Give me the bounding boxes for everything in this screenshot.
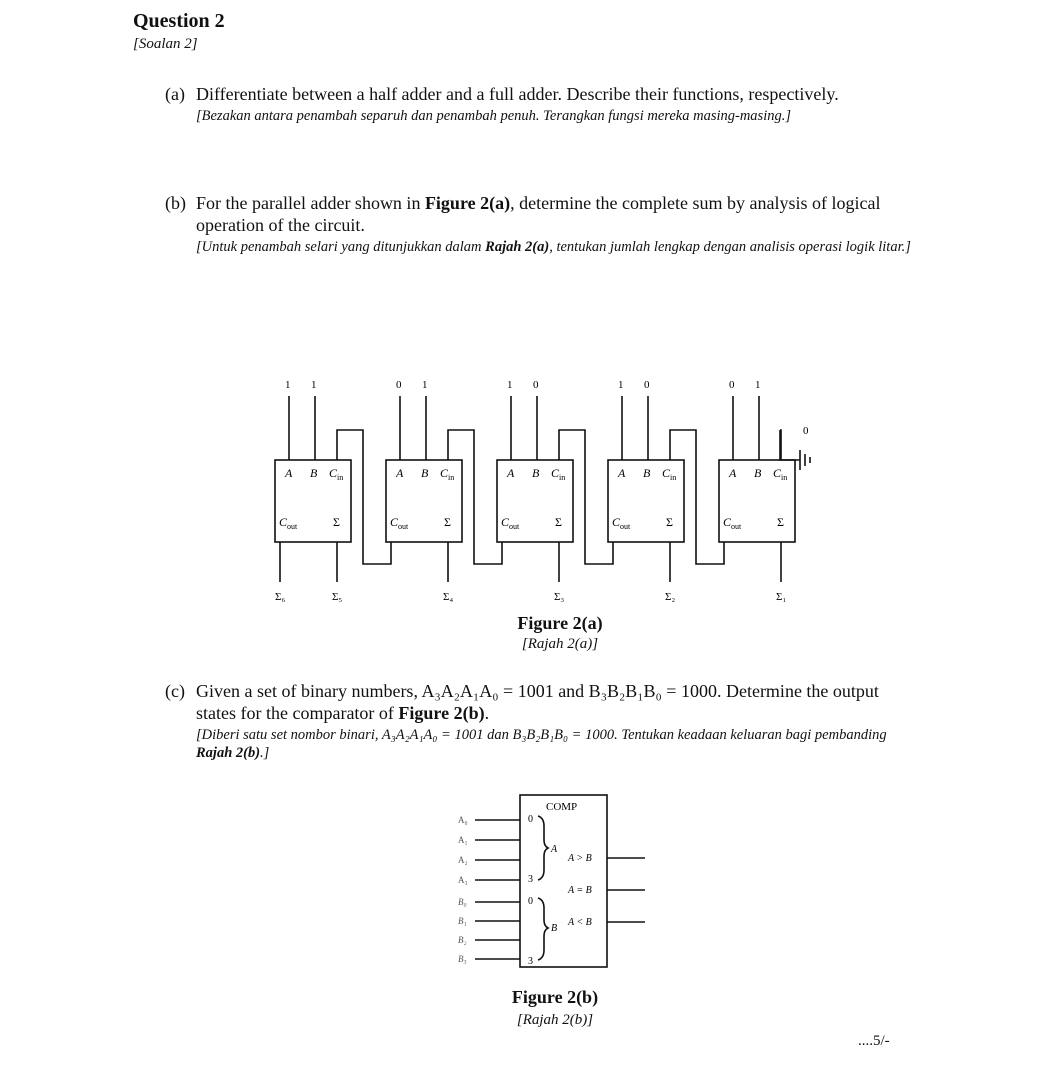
sum-output-1: Σ₅ [332, 591, 343, 603]
pin-cout-sub: out [398, 522, 409, 531]
pin-sum: Σ [777, 515, 784, 529]
comparator-output-label-1: A = B [568, 885, 592, 896]
group-a-label: A [551, 844, 558, 855]
pin-a: A [507, 466, 515, 480]
pin-cin: C [440, 466, 449, 480]
comparator-block [520, 795, 607, 967]
part-a-translation: [Bezakan antara penambah separuh dan penambah penuh. Terangkan fungsi mereka masing-masing.] [196, 108, 791, 124]
part-b-figure-ref: Figure 2(a) [424, 193, 511, 213]
part-c-figure-ref: Figure 2(b) [398, 703, 485, 723]
adder-2-input-a: 0 [396, 379, 402, 391]
figure-2a-caption-translation: [Rajah 2(a)] [521, 636, 599, 652]
pin-cin: C [773, 466, 782, 480]
question-title: Question 2 [133, 10, 225, 32]
comparator-input-b-1: B₁ [458, 916, 467, 926]
part-c-text-after: . [484, 703, 490, 723]
group-b-label: B [551, 923, 558, 934]
pin-cout: C [723, 515, 732, 529]
part-a-text: Differentiate between a half adder and a full adder. Describe their functions, respectively. [196, 84, 839, 104]
page-continuation-marker: ....5/- [858, 1033, 890, 1049]
pin-cout-sub: out [287, 522, 298, 531]
pin-a: A [618, 466, 626, 480]
pin-cout: C [390, 515, 399, 529]
pin-cout-sub: out [731, 522, 742, 531]
adder-5-input-a: 0 [729, 379, 735, 391]
comparator-input-a-2: A₂ [458, 855, 468, 865]
comparator-output-label-0: A > B [568, 853, 592, 864]
part-b-translation [196, 238, 916, 256]
part-b-translation-figure-ref: Rajah 2(a) [485, 239, 550, 255]
pin-cin-sub: in [337, 473, 344, 482]
adder-1-input-a: 1 [285, 379, 291, 391]
adder-2-input-b: 1 [422, 379, 428, 391]
question-title-translation: [Soalan 2] [133, 36, 198, 52]
part-b-text-after: , determine the complete sum by analysis of logical operation of the circuit. [196, 193, 881, 235]
range-b-start: 0 [528, 896, 533, 907]
comparator-input-a-1: A₁ [458, 835, 468, 845]
figure-2b-caption-translation: [Rajah 2(b)] [516, 1012, 594, 1028]
adder-1-input-b: 1 [311, 379, 317, 391]
pin-a: A [729, 466, 737, 480]
pin-cout-sub: out [509, 522, 520, 531]
sum-output-2: Σ₄ [443, 591, 454, 603]
comparator-input-b-3: B₃ [458, 954, 467, 964]
pin-cout-sub: out [620, 522, 631, 531]
comparator-input-a-0: A₀ [458, 815, 468, 825]
pin-a: A [396, 466, 404, 480]
adder-4-input-b: 0 [644, 379, 650, 391]
comparator-input-b-2: B₂ [458, 935, 467, 945]
figure-2b-caption: Figure 2(b) [511, 987, 599, 1007]
pin-cout: C [501, 515, 510, 529]
pin-a: A [285, 466, 293, 480]
part-b-translation-after: , tentukan jumlah lengkap dengan analisis operasi logik litar.] [549, 239, 911, 255]
pin-sum: Σ [666, 515, 673, 529]
pin-b: B [754, 466, 762, 480]
comparator-input-b-0: B₀ [458, 897, 467, 907]
pin-cin: C [662, 466, 671, 480]
pin-cout: C [279, 515, 288, 529]
adder-4-input-a: 1 [618, 379, 624, 391]
part-b-text [196, 192, 916, 236]
pin-cin-sub: in [781, 473, 788, 482]
pin-sum: Σ [555, 515, 562, 529]
pin-cin: C [551, 466, 560, 480]
figure-2b-comparator [450, 790, 650, 980]
range-b-end: 3 [528, 956, 533, 967]
comparator-title: COMP [546, 801, 578, 813]
ground-value: 0 [803, 425, 809, 437]
part-c-text [196, 680, 916, 724]
figure-2a-caption: Figure 2(a) [517, 613, 603, 633]
part-a-label: (a) [165, 84, 185, 104]
pin-b: B [532, 466, 540, 480]
pin-cin-sub: in [448, 473, 455, 482]
adder-3-input-b: 0 [533, 379, 539, 391]
part-c-translation-after: .] [260, 745, 270, 761]
comparator-output-label-2: A < B [568, 917, 592, 928]
pin-cin-sub: in [559, 473, 566, 482]
carry-out-final: Σ₆ [275, 591, 286, 603]
adder-5-input-b: 1 [755, 379, 761, 391]
comparator-input-a-3: A₃ [458, 875, 468, 885]
part-c-label: (c) [165, 681, 185, 701]
pin-cout: C [612, 515, 621, 529]
pin-sum: Σ [333, 515, 340, 529]
part-b-translation-before: [Untuk penambah selari yang ditunjukkan dalam [196, 239, 486, 255]
part-c-text-before: Given a set of binary numbers, A₃A₂A₁A₀ = 1001 and B₃B₂B₁B₀ = 1000. Determine the output states for the comparator of [196, 681, 879, 723]
range-a-end: 3 [528, 874, 533, 885]
part-b [165, 192, 925, 236]
pin-cin-sub: in [670, 473, 677, 482]
pin-b: B [421, 466, 429, 480]
pin-b: B [643, 466, 651, 480]
sum-output-4: Σ₂ [665, 591, 676, 603]
pin-sum: Σ [444, 515, 451, 529]
part-b-label: (b) [165, 193, 186, 213]
figure-2a-diagram [260, 370, 820, 610]
pin-b: B [310, 466, 318, 480]
part-c-translation-figure-ref: Rajah 2(b) [196, 745, 261, 761]
sum-output-3: Σ₃ [554, 591, 565, 603]
range-a-start: 0 [528, 814, 533, 825]
part-c-translation [196, 726, 896, 762]
part-c [165, 680, 925, 724]
pin-cin: C [329, 466, 338, 480]
part-a [165, 83, 925, 105]
part-c-translation-before: [Diberi satu set nombor binari, A₃A₂A₁A₀ = 1001 dan B₃B₂B₁B₀ = 1000. Tentukan keadaan keluaran bagi pembanding [196, 727, 887, 743]
adder-3-input-a: 1 [507, 379, 513, 391]
sum-output-5: Σ₁ [776, 591, 787, 603]
part-b-text-before: For the parallel adder shown in [196, 193, 425, 213]
